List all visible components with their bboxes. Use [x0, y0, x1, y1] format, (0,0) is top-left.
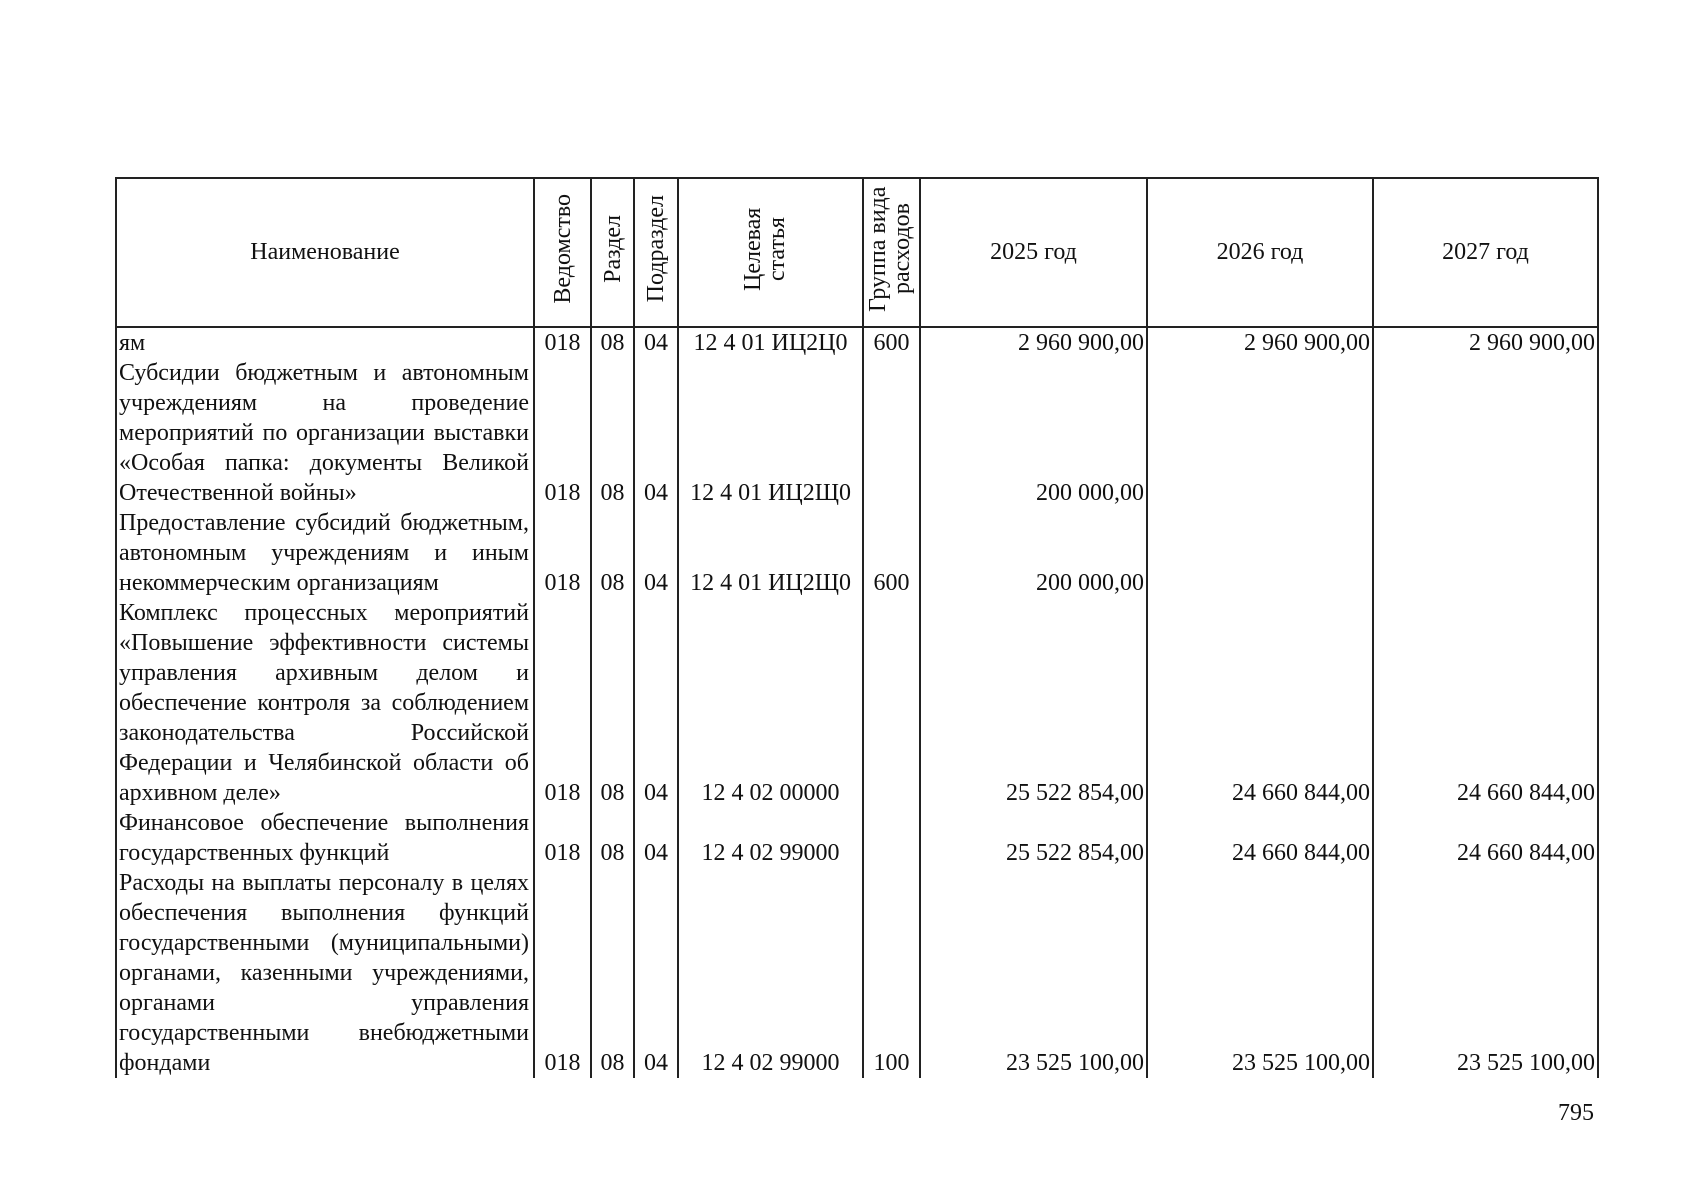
row-name: ям	[116, 327, 534, 358]
row-department: 018	[534, 508, 591, 598]
page-number: 795	[1558, 1100, 1594, 1126]
row-section: 08	[591, 508, 634, 598]
row-section: 08	[591, 358, 634, 508]
row-subsection: 04	[634, 358, 678, 508]
row-name: Предоставление субсидий бюджетным, автономным учреждениям и иным некоммерческим организациям	[116, 508, 534, 598]
row-group	[863, 808, 920, 868]
row-2027	[1373, 358, 1598, 508]
row-2026	[1147, 358, 1373, 508]
row-target: 12 4 01 ИЦ2Щ0	[678, 358, 863, 508]
row-2026: 24 660 844,00	[1147, 808, 1373, 868]
row-name: Субсидии бюджетным и автономным учреждениям на проведение мероприятий по организации выставки «Особая папка: документы Великой Отечественной войны»	[116, 358, 534, 508]
row-2025: 200 000,00	[920, 508, 1147, 598]
row-group: 600	[863, 508, 920, 598]
row-2027: 24 660 844,00	[1373, 598, 1598, 808]
row-target: 12 4 01 ИЦ2Щ0	[678, 508, 863, 598]
table-row	[116, 598, 1598, 808]
row-target: 12 4 02 99000	[678, 868, 863, 1078]
header-2026: 2026 год	[1147, 178, 1373, 327]
row-section: 08	[591, 808, 634, 868]
row-department: 018	[534, 808, 591, 868]
table-row	[116, 868, 1598, 1078]
header-department: Ведомство	[534, 178, 591, 327]
budget-table	[115, 177, 1599, 1078]
row-subsection: 04	[634, 868, 678, 1078]
row-2026	[1147, 508, 1373, 598]
row-target: 12 4 01 ИЦ2Ц0	[678, 327, 863, 358]
row-name: Расходы на выплаты персоналу в целях обеспечения выполнения функций государственными (муниципальными) органами, казенными учреждениями, органами управления государственными внебюджетными фондами	[116, 868, 534, 1078]
row-group: 100	[863, 868, 920, 1078]
header-row	[116, 178, 1598, 327]
row-target: 12 4 02 99000	[678, 808, 863, 868]
row-2025: 25 522 854,00	[920, 808, 1147, 868]
row-department: 018	[534, 327, 591, 358]
row-group	[863, 358, 920, 508]
row-section: 08	[591, 868, 634, 1078]
row-group	[863, 598, 920, 808]
row-department: 018	[534, 868, 591, 1078]
row-section: 08	[591, 598, 634, 808]
header-2027: 2027 год	[1373, 178, 1598, 327]
row-group: 600	[863, 327, 920, 358]
row-subsection: 04	[634, 598, 678, 808]
row-2026: 23 525 100,00	[1147, 868, 1373, 1078]
table-row	[116, 358, 1598, 508]
table-row	[116, 808, 1598, 868]
row-target: 12 4 02 00000	[678, 598, 863, 808]
row-department: 018	[534, 358, 591, 508]
row-2026: 2 960 900,00	[1147, 327, 1373, 358]
row-subsection: 04	[634, 808, 678, 868]
row-2027: 23 525 100,00	[1373, 868, 1598, 1078]
row-2025: 2 960 900,00	[920, 327, 1147, 358]
row-2027: 2 960 900,00	[1373, 327, 1598, 358]
header-2025: 2025 год	[920, 178, 1147, 327]
row-2025: 25 522 854,00	[920, 598, 1147, 808]
row-2025: 200 000,00	[920, 358, 1147, 508]
row-subsection: 04	[634, 508, 678, 598]
table-row	[116, 327, 1598, 358]
row-2026: 24 660 844,00	[1147, 598, 1373, 808]
row-subsection: 04	[634, 327, 678, 358]
table-row	[116, 508, 1598, 598]
header-expense-group: Группа вида расходов	[863, 178, 920, 327]
row-2027: 24 660 844,00	[1373, 808, 1598, 868]
row-department: 018	[534, 598, 591, 808]
row-2027	[1373, 508, 1598, 598]
row-name: Комплекс процессных мероприятий «Повышение эффективности системы управления архивным делом и обеспечение контроля за соблюдением законодательства Российской Федерации и Челябинской области об архивном деле»	[116, 598, 534, 808]
header-target-article: Целевая статья	[678, 178, 863, 327]
row-2025: 23 525 100,00	[920, 868, 1147, 1078]
header-subsection: Подраздел	[634, 178, 678, 327]
header-name: Наименование	[116, 178, 534, 327]
row-section: 08	[591, 327, 634, 358]
header-section: Раздел	[591, 178, 634, 327]
row-name: Финансовое обеспечение выполнения государственных функций	[116, 808, 534, 868]
